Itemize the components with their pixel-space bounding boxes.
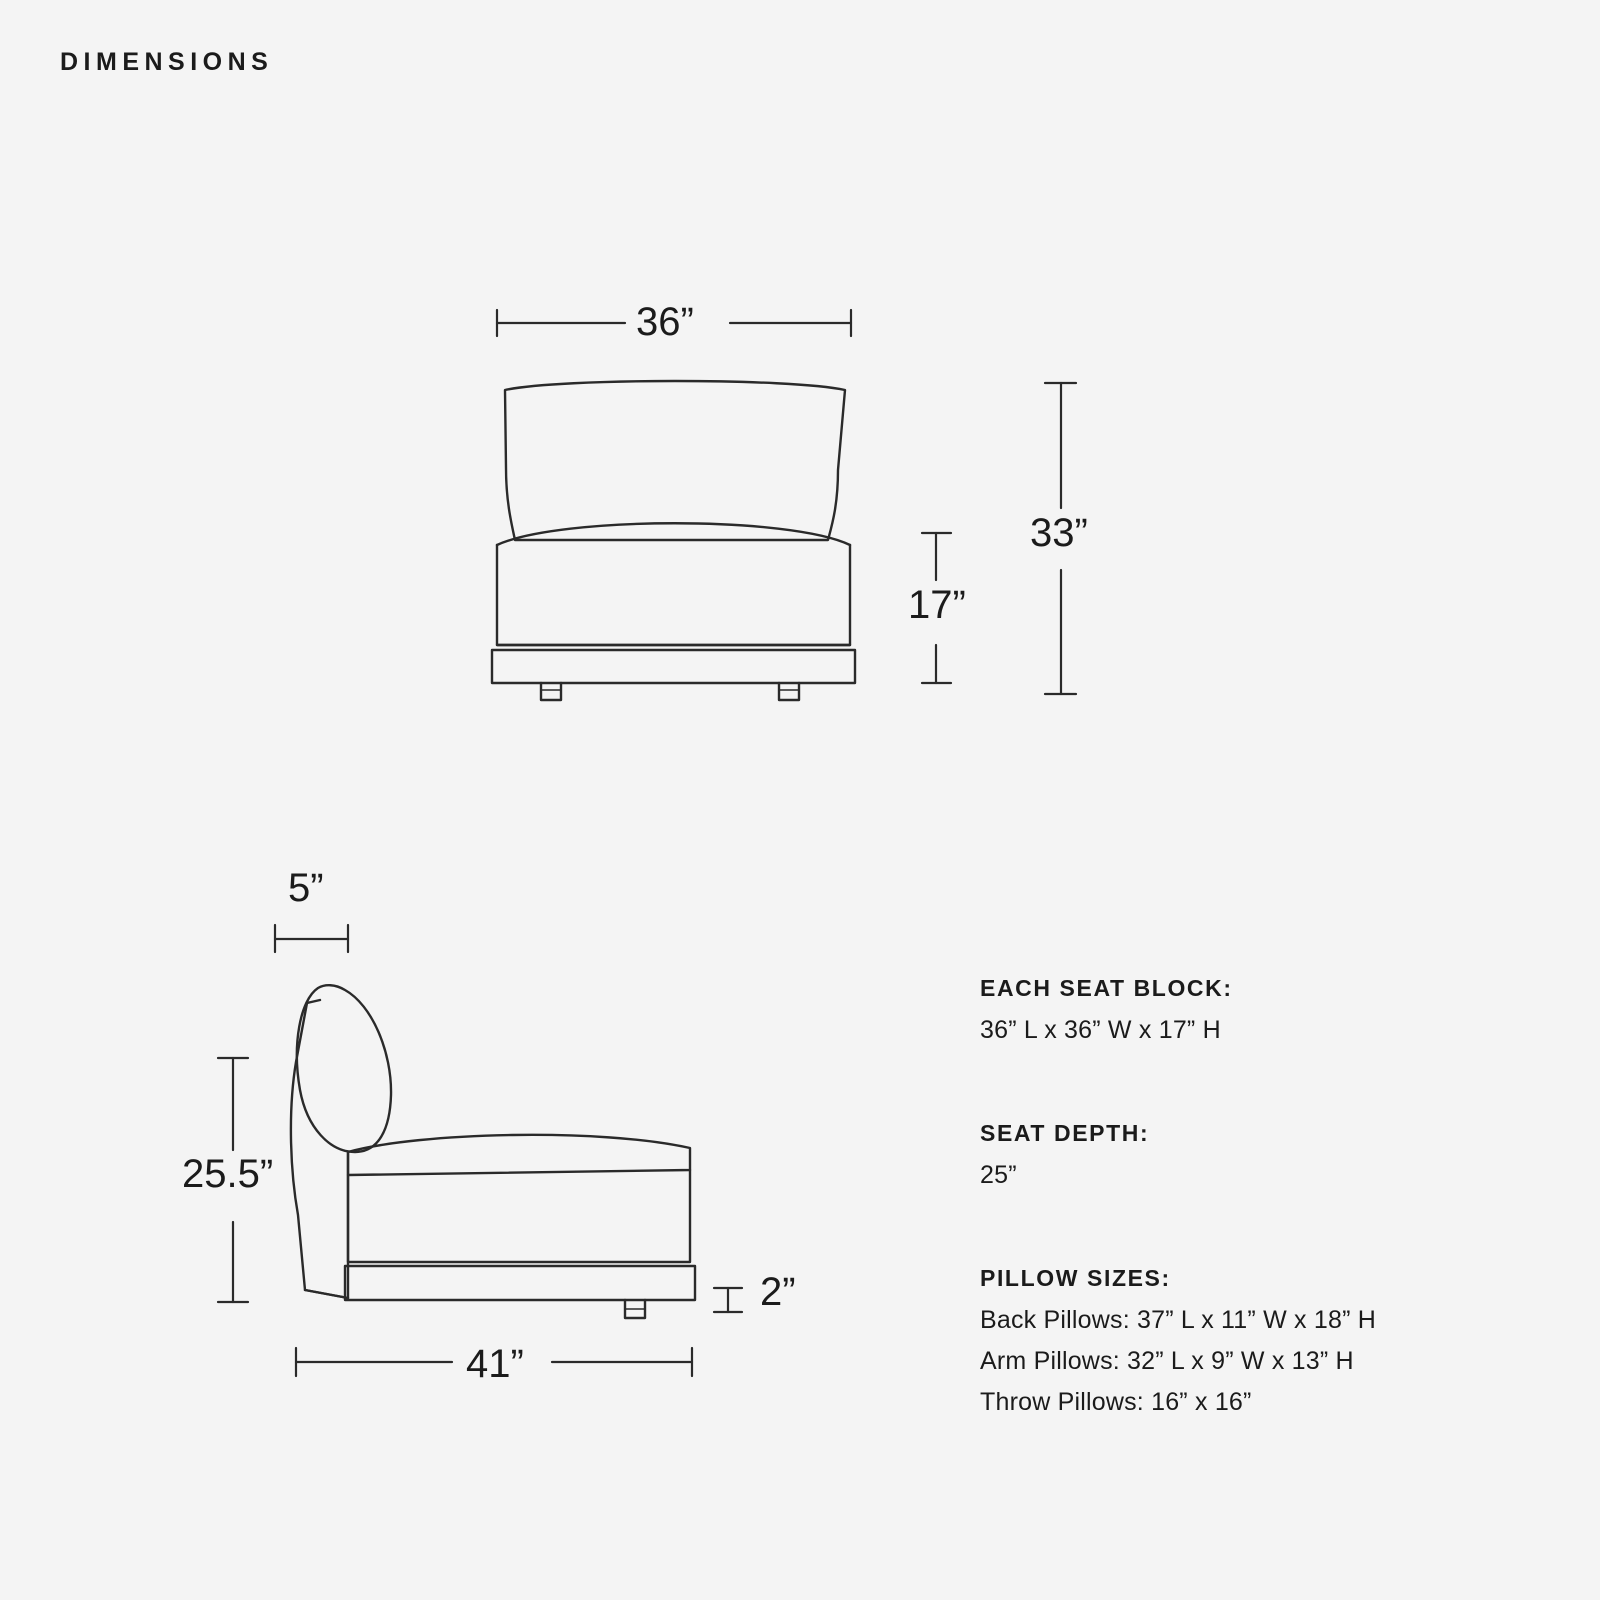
spec-line: Throw Pillows: 16” x 16” <box>980 1388 1252 1416</box>
side-view-sofa <box>291 985 695 1318</box>
spec-line: 25” <box>980 1161 1017 1189</box>
spec-line: Arm Pillows: 32” L x 9” W x 13” H <box>980 1347 1354 1375</box>
leg-height-dimension <box>714 1288 742 1312</box>
leg-height-label: 2” <box>760 1270 796 1314</box>
total-height-label: 33” <box>1030 511 1088 555</box>
spec-line: 36” L x 36” W x 17” H <box>980 1016 1221 1044</box>
spec-pillow-sizes <box>980 1265 1376 1429</box>
spec-heading: SEAT DEPTH: <box>980 1120 1150 1146</box>
front-view-sofa <box>492 381 855 700</box>
seat-height-label: 17” <box>908 583 966 627</box>
spec-heading: EACH SEAT BLOCK: <box>980 975 1233 1001</box>
page-title: DIMENSIONS <box>60 48 274 76</box>
spec-line: Back Pillows: 37” L x 11” W x 18” H <box>980 1306 1377 1334</box>
spec-heading: PILLOW SIZES: <box>980 1265 1171 1291</box>
back-height-label: 25.5” <box>182 1152 274 1196</box>
spec-seat-block <box>980 975 1233 1057</box>
spec-seat-depth <box>980 1120 1149 1202</box>
depth-label: 41” <box>466 1342 524 1386</box>
front-width-label: 36” <box>636 300 694 344</box>
back-thickness-label: 5” <box>288 866 324 910</box>
back-thickness-dimension <box>275 925 348 952</box>
